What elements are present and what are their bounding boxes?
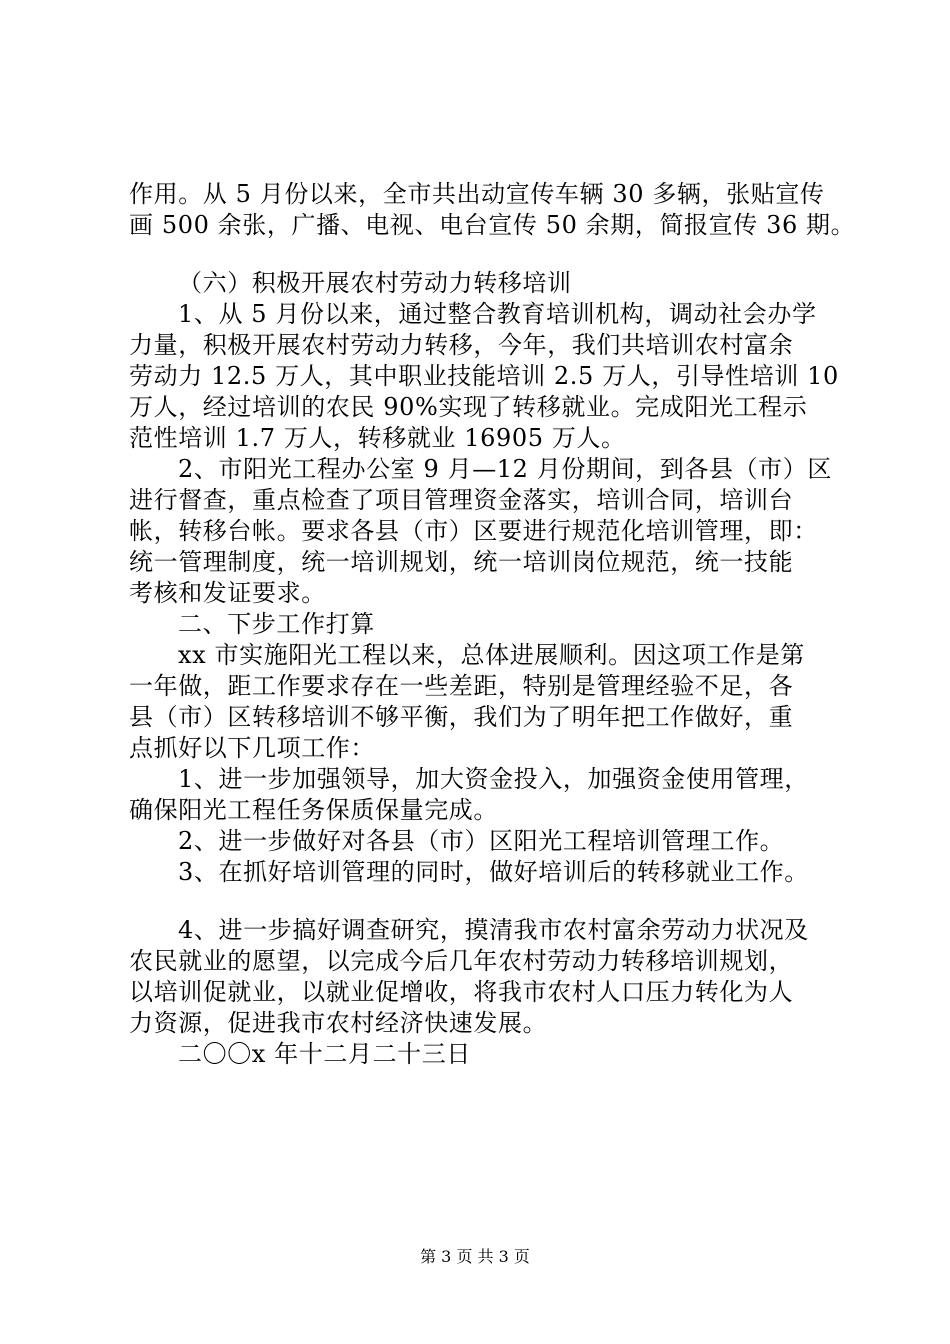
text-line: 4、进一步搞好调查研究，摸清我市农村富余劳动力状况及 <box>178 916 809 944</box>
text-line: 范性培训 1.7 万人，转移就业 16905 万人。 <box>129 424 626 452</box>
text-line: 力资源，促进我市农村经济快速发展。 <box>129 1009 548 1037</box>
text-line: 2、进一步做好对各县（市）区阳光工程培训管理工作。 <box>178 827 785 855</box>
text-line: 3、在抓好培训管理的同时，做好培训后的转移就业工作。 <box>178 858 809 886</box>
text-line: xx 市实施阳光工程以来，总体进展顺利。因这项工作是第 <box>178 641 805 669</box>
text-line: 统一管理制度，统一培训规划，统一培训岗位规范，统一技能 <box>129 548 794 576</box>
text-line: 1、从 5 月份以来，通过整合教育培训机构，调动社会办学 <box>178 300 817 328</box>
text-line: 考核和发证要求。 <box>129 579 326 607</box>
text-line: 点抓好以下几项工作： <box>129 734 375 762</box>
text-line: 作用。从 5 月份以来，全市共出动宣传车辆 30 多辆，张贴宣传 <box>129 180 825 208</box>
text-line: 2、市阳光工程办公室 9 月—12 月份期间，到各县（市）区 <box>178 455 832 483</box>
text-line: 确保阳光工程任务保质保量完成。 <box>129 796 498 824</box>
section-heading: （六）积极开展农村劳动力转移培训 <box>178 269 572 297</box>
text-line: 万人，经过培训的农民 90%实现了转移就业。完成阳光工程示 <box>129 393 808 421</box>
date-line: 二〇〇x 年十二月二十三日 <box>178 1040 471 1068</box>
section-heading: 二、下步工作打算 <box>178 610 375 638</box>
text-line: 帐，转移台帐。要求各县（市）区要进行规范化培训管理，即： <box>129 517 818 545</box>
page-footer: 第 3 页 共 3 页 <box>420 1247 530 1266</box>
text-line: 劳动力 12.5 万人，其中职业技能培训 2.5 万人，引导性培训 10 <box>129 362 839 390</box>
text-line: 农民就业的愿望，以完成今后几年农村劳动力转移培训规划， <box>129 947 794 975</box>
text-line: 力量，积极开展农村劳动力转移，今年，我们共培训农村富余 <box>129 331 794 359</box>
text-line: 县（市）区转移培训不够平衡，我们为了明年把工作做好，重 <box>129 703 794 731</box>
text-line: 1、进一步加强领导，加大资金投入，加强资金使用管理， <box>178 765 809 793</box>
text-line: 一年做，距工作要求存在一些差距，特别是管理经验不足，各 <box>129 672 794 700</box>
text-line: 进行督查，重点检查了项目管理资金落实，培训合同，培训台 <box>129 486 794 514</box>
text-line: 以培训促就业，以就业促增收，将我市农村人口压力转化为人 <box>129 978 794 1006</box>
text-line: 画 500 余张，广播、电视、电台宣传 50 余期，简报宣传 36 期。 <box>129 211 856 239</box>
